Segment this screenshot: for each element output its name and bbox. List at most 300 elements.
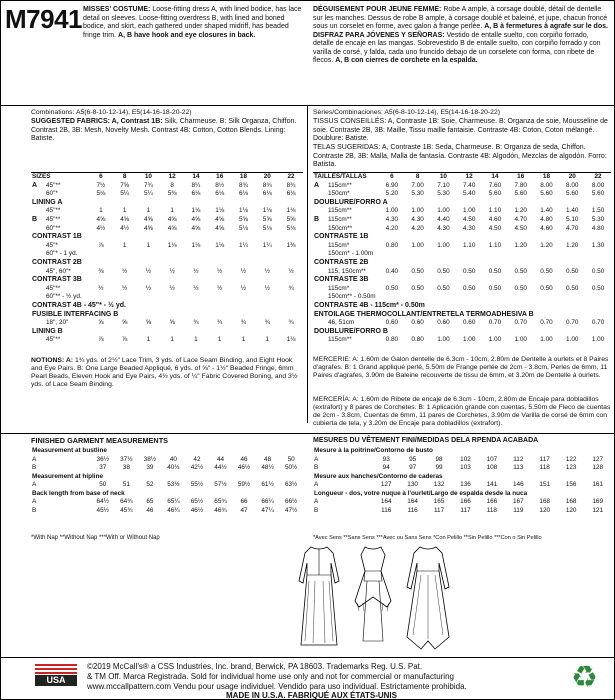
measurement-value: 107: [486, 455, 498, 463]
measurement-value: 40: [169, 455, 177, 463]
yardage-value: 4.50: [514, 224, 527, 232]
measurement-value: 97: [409, 464, 417, 471]
yardage-value: ½: [193, 284, 199, 292]
yardage-value: 1.00: [411, 241, 424, 249]
yardage-value: 0.50: [488, 284, 502, 292]
yardage-value: 1.00: [437, 207, 450, 215]
yardage-value: 4.40: [437, 215, 450, 223]
measurement-heading: Measurement at hipline: [32, 472, 104, 480]
yardage-value: 8.00: [591, 181, 605, 189]
measurement-value: 117: [460, 506, 471, 514]
yardage-value: ½: [121, 284, 128, 292]
size-col: 20: [263, 173, 271, 180]
yardage-value: ⅞: [98, 336, 104, 344]
measurement-value: 132: [433, 481, 445, 488]
table-row: [313, 216, 611, 225]
size-header: SIZES: [32, 173, 51, 180]
measurement-value: 65½: [190, 498, 204, 505]
measurement-value: 57½: [214, 481, 227, 488]
row-label: LINING A: [32, 198, 63, 206]
measurement-row: B 45½ 45¾ 46 46¼ 46½ 46¾ 47 47¼ 47½: [31, 507, 303, 516]
row-label: [31, 250, 45, 259]
yardage-value: 6⅛: [286, 190, 296, 198]
fabric-width: 60"**: [46, 224, 61, 232]
table-row: [313, 233, 611, 242]
table-row: [31, 311, 303, 320]
measurement-row: A 164 164 165 166 166 167 168 168 169: [313, 498, 611, 507]
measurement-value: 50½: [284, 464, 298, 471]
measurement-value: 37½: [120, 455, 133, 463]
row-label: CONTRAST 2B: [32, 258, 82, 266]
measurement-value: 130: [407, 481, 418, 488]
size-col: 8: [122, 173, 127, 180]
measurement-value: 42: [193, 455, 201, 463]
yardage-value: ¾: [288, 284, 294, 292]
fabric-width: 18", 20": [46, 319, 69, 327]
yardage-value: 0.70: [488, 319, 502, 327]
size-col: 12: [465, 173, 473, 180]
yardage-value: 7.00: [411, 181, 424, 189]
measurement-value: 156: [565, 481, 577, 488]
yardage-value: 1.00: [437, 336, 450, 344]
measurement-value: 53½: [167, 481, 180, 488]
yardage-value: 4⅝: [167, 224, 177, 232]
yardage-value: 4.80: [540, 215, 553, 223]
yardage-value: 4.30: [411, 215, 424, 223]
measurement-value: 118: [486, 506, 497, 514]
table-row: [313, 190, 611, 199]
measurement-value: 116: [407, 506, 418, 514]
yardage-value: 0.70: [514, 319, 527, 327]
measurement-value: 98: [435, 455, 443, 463]
table-row: [313, 207, 611, 216]
size-col: 12: [168, 173, 176, 180]
row-label: [313, 225, 327, 234]
yardage-value: ⅝: [169, 319, 175, 327]
yardage-value: 4⅝: [215, 224, 225, 232]
yardage-value: 4.80: [591, 224, 605, 232]
fabric-width: 45"**: [46, 215, 61, 223]
merceria: MERCERÍA: A: 1.60m de Ribete de encaje de 6.3cm - 10cm, 2.80m de Encaje para dobladillos (extrafort) y 8 pares de Corchetes. B: 1 Aplicación grande con cuentas, 5.50m de Fleco de cuentas de 2cm - 3.8cm, Cuentas de 6mm, 11 pares de Corchetes, 3.90m de Varilla de corsé de 6mm con cubierta de tela, y 3.20m de Encaje para dobladillos (extrafort).: [313, 396, 611, 428]
row-label: A: [32, 181, 38, 189]
measurement-value: 39: [146, 464, 154, 471]
measurement-value: 45¾: [120, 506, 133, 514]
table-row: [313, 182, 611, 191]
table-row: [313, 250, 611, 259]
row-label: [31, 225, 45, 234]
yardage-value: 1: [122, 241, 127, 249]
yardage-value: 5¼: [120, 190, 130, 198]
row-label: [31, 319, 45, 328]
yardage-value: 1⅛: [286, 336, 296, 344]
measurement-value: 44½: [214, 464, 227, 471]
table-row: [31, 216, 303, 225]
table-row: [313, 311, 611, 320]
yardage-value: 1.10: [462, 241, 476, 249]
yardage-value: ½: [145, 267, 152, 275]
pattern-number: M7941: [5, 4, 82, 34]
measurement-value: 46: [240, 455, 248, 463]
recycle-icon: ♻: [571, 661, 598, 694]
yardage-value: 8.00: [540, 181, 553, 189]
measurement-value: 61½: [261, 481, 274, 488]
back-view-dress-b-short: [345, 541, 401, 653]
yardage-value: 5⅝: [286, 215, 296, 223]
measurement-row: B 94 97 99 103 108 113 118 123 128: [313, 464, 611, 473]
yardage-value: 0.80: [385, 336, 399, 344]
measurement-value: 166: [486, 498, 498, 505]
yardage-value: 1.50: [591, 207, 605, 215]
measurement-value: 118: [539, 464, 550, 471]
yardage-value: 4⅝: [215, 215, 225, 223]
measurement-value: 141: [486, 481, 498, 488]
measurement-value: 46½: [190, 506, 204, 514]
measurement-value: 103: [460, 464, 471, 471]
yardage-value: 8: [170, 181, 174, 189]
yardage-value: ⅝: [145, 319, 152, 327]
row-label: [31, 285, 45, 294]
size-col: 10: [439, 173, 447, 180]
fabric-width: 115cm**: [328, 215, 352, 223]
yardage-value: ½: [288, 267, 294, 275]
yardage-value: 5.60: [514, 190, 527, 198]
measurement-value: 146: [512, 481, 524, 488]
yardage-value: 0.60: [462, 319, 476, 327]
yardage-value: ⅜: [98, 267, 104, 275]
row-label: LINING B: [32, 327, 63, 335]
yardage-value: 8¼: [191, 181, 201, 189]
yardage-value: 5⅜: [167, 190, 177, 198]
measurement-value: 50: [287, 455, 295, 463]
measurement-row: B 116 116 117 117 118 119 120 120 121: [313, 507, 611, 516]
yardage-value: 5.60: [591, 190, 605, 198]
measurement-heading: Measurement at bustline: [32, 447, 107, 454]
combinations-en: Combinations: A5(6-8-10-12-14), E5(14-16-18-20-22): [31, 109, 192, 116]
yardage-value: 4.60: [540, 224, 553, 232]
table-row: [313, 259, 611, 268]
yardage-value: 0.50: [591, 267, 605, 275]
fabric-width: 45"**: [46, 336, 61, 344]
telas-sugeridas: TELAS SUGERIDAS: A, Contraste 1B: Seda, Charmeuse. B: Organza de seda, Chiffon. Contraste 2B, 3B: Malla, Malla de fantasía. Contraste 4B: Algodón, Mezclas de algodón. Forro: Batista.: [313, 144, 607, 169]
yardage-value: 8½: [215, 181, 225, 189]
yardage-value: 4.70: [514, 215, 527, 223]
measurement-value: 42½: [190, 464, 204, 471]
yardage-value: 1.20: [514, 241, 527, 249]
yardage-value: 7.40: [462, 181, 476, 189]
yardage-value: ½: [145, 284, 152, 292]
size-col: 22: [287, 173, 295, 180]
measurement-value: 64½: [96, 498, 109, 505]
yardage-value: 6⅛: [191, 190, 201, 198]
measurement-heading: Mesure à la poitrine/Contorno de busto: [314, 447, 433, 454]
yardage-value: 6.90: [385, 181, 399, 189]
size-col: 16: [216, 173, 224, 180]
yardage-value: 5.60: [566, 190, 579, 198]
nap-footnote-fr: *Avec Sens **Sans Sens ***Avec ou Sans Sens *Con Pelillo **Sin Pelillo ***Con o Sin Pelillo: [313, 535, 542, 541]
yardage-value: 0.50: [411, 284, 424, 292]
yardage-value: 0.50: [540, 267, 553, 275]
yardage-value: 1⅛: [191, 241, 201, 249]
yardage-value: 1: [170, 336, 174, 344]
yardage-value: 0.50: [437, 284, 450, 292]
size-col: 6: [390, 173, 394, 180]
yardage-value: ¾: [240, 319, 247, 327]
measurement-value: 164: [380, 498, 392, 505]
yardage-value: ¾: [288, 319, 294, 327]
measurement-value: 164: [407, 498, 418, 505]
yardage-value: 5.30: [437, 190, 450, 198]
yardage-value: ⅝: [121, 319, 128, 327]
yardage-value: 1: [99, 207, 103, 215]
fabric-width: 45"*: [46, 241, 58, 249]
table-row: [313, 225, 611, 234]
row-label: B: [314, 215, 320, 223]
combinations-fr: Séries/Combinaciones: A5(6-8-10-12-14), E5(14-16-18-20-22): [313, 109, 501, 116]
measurement-value: 122: [565, 455, 577, 463]
table-row: [313, 285, 611, 294]
size-col: 14: [491, 173, 499, 180]
made-in-usa: MADE IN U.S.A. FABRIQUÉ AUX ÉTATS-UNIS: [226, 691, 397, 700]
yardage-value: 4½: [120, 224, 130, 232]
yardage-value: 4⅝: [143, 224, 153, 232]
yardage-value: 1: [122, 207, 127, 215]
fabric-width: 115cm*: [328, 284, 350, 292]
size-col: 22: [594, 173, 602, 180]
description-en: MISSES' COSTUME: Loose-fitting dress A, with lined bodice, has lace detail on sleeves. Loose-fitting overdress B, with lined and boned bodice, and skirt, each gathered under shaped midriff, has beaded fringe trim. A, B have hook and eye closures in back.: [83, 6, 302, 39]
yardage-value: 1.10: [488, 207, 502, 215]
yardage-value: 1.20: [540, 241, 553, 249]
table-row: [31, 199, 303, 208]
yardage-table-en: [31, 173, 303, 345]
yardage-value: 0.50: [540, 284, 553, 292]
yardage-value: 5⅝: [239, 215, 248, 223]
measurement-value: 46¾: [214, 506, 227, 514]
measurement-heading: Mesure aux hanches/Contorno de caderas: [314, 472, 443, 480]
row-label: ENTOILAGE THERMOCOLLANT/ENTRETELA TERMOADHESIVA B: [314, 310, 534, 318]
measurement-value: 66½: [284, 498, 298, 505]
yardage-value: 1¼: [239, 241, 248, 249]
table-header: [31, 173, 303, 182]
yardage-value: ¾: [217, 319, 223, 327]
yardage-value: 6⅛: [239, 190, 248, 198]
yardage-value: ⅞: [121, 336, 128, 344]
measurement-row: A 36½ 37½ 38½ 40 42 44 46 48 50: [31, 456, 303, 465]
yardage-value: 1: [265, 336, 270, 344]
fabric-width: 150cm*: [328, 190, 350, 198]
row-label: CONTRASTE 3B: [314, 276, 369, 284]
table-row: [31, 268, 303, 277]
measurement-value: 95: [409, 455, 417, 463]
table-row: [31, 328, 303, 337]
fabric-width: 115cm*: [328, 241, 350, 249]
yardage-value: 1.00: [411, 207, 424, 215]
measurement-value: 44: [216, 455, 225, 463]
yardage-value: 1.30: [591, 241, 605, 249]
yardage-value: ½: [217, 284, 223, 292]
yardage-value: ½: [121, 267, 128, 275]
measurement-value: 55½: [190, 481, 204, 488]
yardage-value: ⅝: [98, 319, 104, 327]
yardage-value: 4.30: [437, 224, 450, 232]
yardage-value: 1⅛: [239, 207, 248, 215]
yardage-value: 1⅛: [167, 241, 177, 249]
yardage-value: 4½: [96, 224, 106, 232]
fabric-width: 45"**: [46, 284, 61, 292]
size-col: 6: [99, 173, 103, 180]
table-row: [31, 225, 303, 234]
yardage-value: 1: [146, 336, 151, 344]
size-col: 8: [415, 173, 420, 180]
table-row: [31, 250, 303, 259]
yardage-value: 0.50: [566, 284, 579, 292]
row-label: CONTRASTE 4B - 115cm* - 0.50m: [314, 301, 425, 309]
back-view-dress-b-long: [399, 541, 457, 653]
yardage-value: 1⅛: [286, 207, 296, 215]
measurement-value: 120: [539, 506, 551, 514]
fabric-width: 60"* - 1 yd.: [46, 250, 78, 258]
yardage-value: 8¾: [262, 181, 272, 189]
row-label: [313, 336, 327, 345]
yardage-value: ¾: [193, 319, 199, 327]
yardage-value: 0.50: [591, 284, 605, 292]
table-row: [31, 293, 303, 302]
yardage-value: 1⅛: [262, 207, 272, 215]
yardage-value: 4⅝: [191, 215, 201, 223]
yardage-value: 1⅛: [215, 207, 225, 215]
yardage-value: 4.20: [385, 224, 399, 232]
measurement-value: 113: [513, 464, 524, 471]
measurement-value: 52: [146, 481, 154, 488]
yardage-value: 5.20: [385, 190, 399, 198]
yardage-value: 7.80: [514, 181, 527, 189]
yardage-value: 4⅝: [96, 215, 106, 223]
finished-table-en: [31, 447, 303, 515]
yardage-value: 0.70: [566, 319, 579, 327]
table-row: [313, 276, 611, 285]
yardage-value: 5.30: [411, 190, 424, 198]
yardage-value: 4.70: [566, 224, 579, 232]
row-label: [31, 293, 45, 302]
yardage-value: ½: [169, 267, 175, 275]
measurement-value: 36½: [96, 455, 109, 463]
table-row: [31, 233, 303, 242]
yardage-value: 5.30: [591, 215, 605, 223]
measurement-value: 121: [592, 506, 604, 514]
yardage-value: 1.00: [462, 207, 476, 215]
row-label: [31, 242, 45, 251]
table-header: [313, 173, 611, 182]
measurement-value: 166: [460, 498, 471, 505]
yardage-value: 1.00: [514, 336, 527, 344]
yardage-value: 1¼: [262, 241, 272, 249]
yardage-value: 1.00: [566, 336, 579, 344]
table-row: [31, 319, 303, 328]
measurement-value: 165: [433, 498, 445, 505]
measurement-value: 94: [382, 464, 390, 471]
measurement-value: 47: [240, 506, 248, 514]
table-row: [313, 302, 611, 311]
table-row: [31, 190, 303, 199]
measurement-value: 99: [435, 464, 443, 471]
measurement-value: 46: [146, 506, 154, 514]
yardage-value: 0.50: [566, 267, 579, 275]
yardage-value: 0.50: [462, 267, 476, 275]
yardage-value: 1.20: [514, 207, 527, 215]
yardage-value: 5⅛: [262, 224, 272, 232]
yardage-value: 1: [194, 336, 198, 344]
measurement-row: A 127 130 132 136 141 146 151 156 161: [313, 481, 611, 490]
fabric-width: 46, 51cm: [328, 319, 355, 327]
yardage-value: ¾: [264, 319, 270, 327]
table-row: [313, 268, 611, 277]
yardage-value: 8.00: [566, 181, 579, 189]
yardage-table-fr: [313, 173, 611, 345]
yardage-value: 7¾: [143, 181, 153, 189]
table-row: [31, 276, 303, 285]
yardage-value: ½: [264, 267, 270, 275]
measurement-value: 65: [146, 498, 154, 505]
fabric-width: 45", 60"*: [46, 267, 71, 275]
finished-title-en: FINISHED GARMENT MEASUREMENTS: [31, 436, 169, 445]
yardage-value: 1.00: [385, 207, 399, 215]
yardage-value: 0.70: [591, 319, 605, 327]
yardage-value: 1⅛: [191, 207, 201, 215]
size-header: TAILLES/TALLAS: [314, 173, 367, 180]
yardage-value: 6⅛: [262, 190, 272, 198]
table-row: [31, 242, 303, 251]
yardage-value: 7½: [96, 181, 106, 189]
yardage-value: 0.50: [514, 267, 527, 275]
measurement-heading: Back length from base of neck: [32, 489, 125, 497]
measurement-value: 59½: [237, 481, 251, 488]
center-divider: [307, 105, 308, 423]
yardage-value: ½: [98, 284, 104, 292]
yardage-value: 0.50: [385, 284, 399, 292]
yardage-value: 4⅝: [191, 224, 201, 232]
size-col: 18: [239, 173, 248, 180]
row-label: DOUBLURE/FORRO B: [314, 327, 388, 335]
row-label: [313, 250, 327, 259]
yardage-value: 0.60: [411, 319, 424, 327]
row-label: CONTRASTE 2B: [314, 258, 369, 266]
yardage-value: 5.60: [488, 190, 502, 198]
yardage-value: 0.80: [385, 241, 399, 249]
measurement-value: 48½: [261, 464, 274, 471]
yardage-value: 4.30: [385, 215, 399, 223]
row-label: [313, 285, 327, 294]
size-col: 18: [542, 173, 551, 180]
measurement-value: 112: [513, 455, 524, 463]
back-view-dress-a: [289, 541, 349, 653]
yardage-value: 5¼: [143, 190, 153, 198]
yardage-value: 1.00: [437, 241, 450, 249]
nap-footnote-en: *With Nap **Without Nap ***With or Without Nap: [31, 535, 160, 541]
measurement-value: 136: [460, 481, 471, 488]
measurement-value: 169: [592, 498, 604, 505]
row-label: [31, 190, 45, 199]
fabric-width: 150cm**: [328, 224, 353, 232]
yardage-value: 0.70: [540, 319, 553, 327]
measurement-value: 128: [592, 464, 604, 471]
row-label: [313, 207, 327, 216]
yardage-value: 4.50: [488, 224, 502, 232]
size-col: 16: [517, 173, 525, 180]
measurement-value: 45½: [96, 506, 109, 514]
measurement-value: 64¾: [120, 498, 133, 505]
row-label: [313, 268, 327, 277]
yardage-value: 1.10: [488, 241, 502, 249]
yardage-value: 1: [146, 207, 151, 215]
